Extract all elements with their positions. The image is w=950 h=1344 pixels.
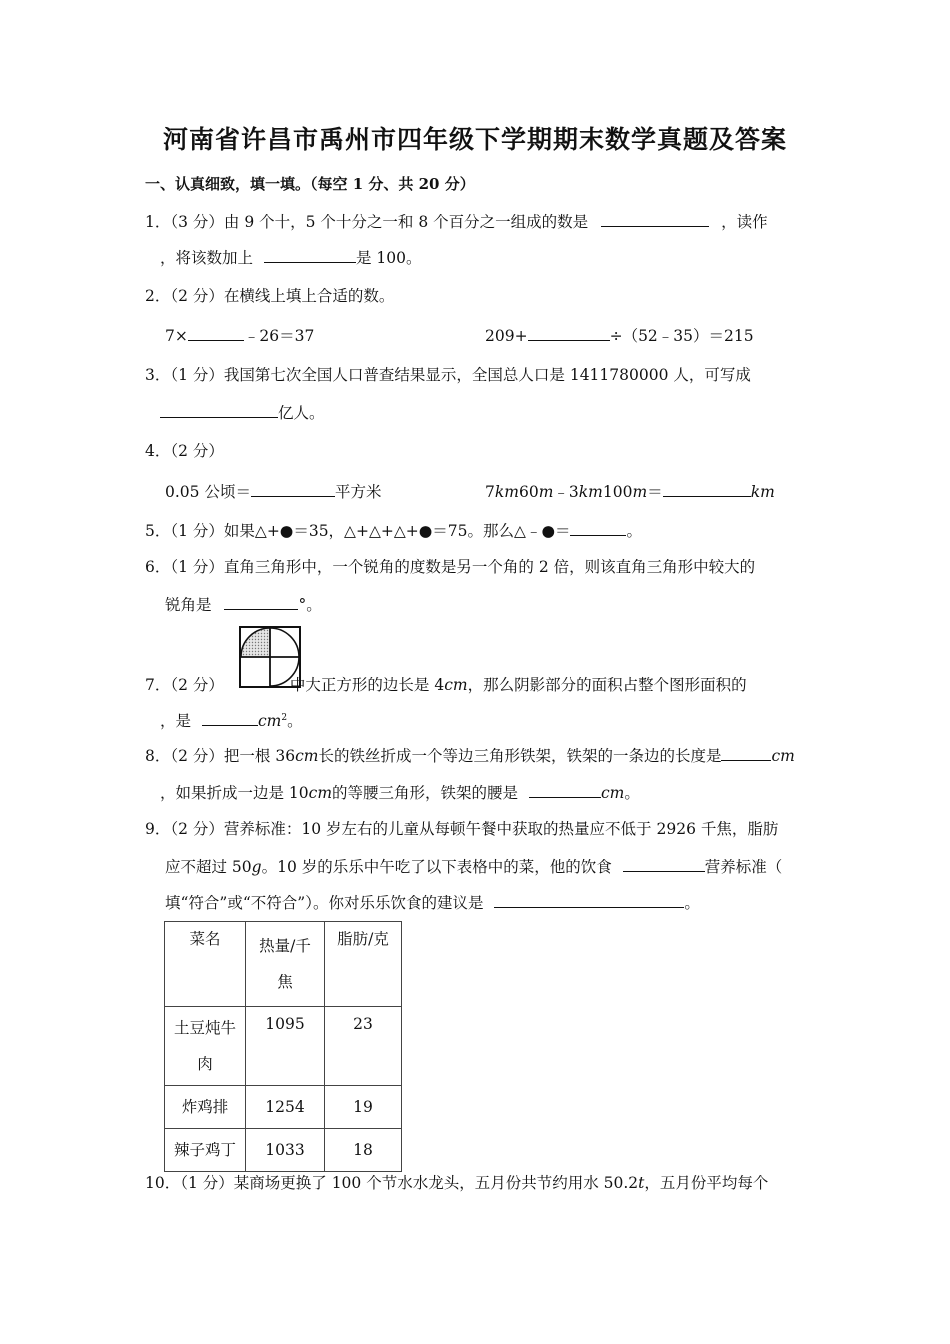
table-row	[165, 1007, 402, 1086]
cell-text: 肉	[197, 1055, 213, 1073]
conversion-text: ﹣3	[553, 483, 579, 501]
unit-text: g	[251, 858, 262, 876]
question-5-text-b: 。	[626, 522, 642, 540]
question-9-text-d: 营养标准（	[704, 858, 783, 876]
table-cell: 辣子鸡丁	[165, 1129, 246, 1172]
table-cell	[165, 1007, 246, 1086]
unit-text: km	[494, 483, 519, 501]
question-7-text-b: 中大正方形的边长是 4	[289, 676, 445, 694]
question-1-line-2	[160, 246, 421, 269]
question-9-text-b: 应不超过 50	[165, 858, 252, 876]
unit-text: km	[578, 483, 603, 501]
question-1-text-b: ，读作	[721, 213, 768, 231]
question-8-text-b: 长的铁丝折成一个等边三角形铁架，铁架的一条边的长度是	[318, 747, 722, 765]
unit-text: cm	[257, 712, 282, 731]
header-text: 焦	[277, 973, 293, 991]
table-header-row	[165, 922, 402, 1007]
equation-text: ÷（52﹣35）＝215	[609, 327, 754, 345]
answer-blank[interactable]	[528, 324, 610, 341]
header-text: 热量/千	[259, 937, 311, 955]
unit-text: cm	[771, 747, 795, 765]
unit-text: t	[638, 1174, 645, 1192]
page-title: 河南省许昌市禹州市四年级下学期期末数学真题及答案	[162, 125, 787, 154]
cell-text: 土豆炖牛	[173, 1019, 236, 1037]
question-7-line-1	[145, 674, 747, 696]
question-5-line-1	[145, 519, 642, 542]
question-7-text-d: ，是	[160, 712, 192, 731]
question-8-text-a: 8．（2 分）把一根 36	[145, 747, 296, 765]
unit-text: cm	[308, 784, 333, 802]
conversion-text: 60	[518, 483, 539, 501]
question-3-line-2	[160, 401, 325, 424]
unit-text: m	[538, 483, 554, 501]
question-7-line-2	[160, 707, 303, 732]
question-4-line-1: 4．（2 分）	[145, 442, 224, 460]
table-cell: 18	[325, 1129, 402, 1172]
table-header-cell	[246, 922, 325, 1007]
question-8-text-e: 。	[624, 784, 640, 802]
question-5-text-a: 5．（1 分）如果△+●＝35，△+△+△+●＝75。那么△﹣●＝	[145, 522, 571, 540]
question-6-text-c: °。	[298, 596, 322, 614]
unit-text: cm	[295, 747, 319, 765]
answer-blank[interactable]	[494, 891, 684, 908]
question-9-text-f: 。	[684, 894, 700, 912]
conversion-text: 100	[602, 483, 633, 501]
table-header-cell: 菜名	[165, 922, 246, 1007]
question-7-text-e: 。	[287, 712, 303, 731]
question-7-text-a: 7．（2 分）	[145, 676, 224, 694]
answer-blank[interactable]	[663, 480, 751, 497]
question-9-text-e: 填“符合”或“不符合”）。你对乐乐饮食的建议是	[165, 894, 484, 912]
answer-blank[interactable]	[529, 781, 601, 798]
answer-blank[interactable]	[188, 324, 244, 341]
superscript-text: 2	[281, 713, 288, 723]
unit-text: cm	[444, 676, 468, 694]
question-2-line-1: 2．（2 分）在横线上填上合适的数。	[145, 287, 395, 305]
conversion-text: 7	[485, 483, 495, 501]
answer-blank[interactable]	[623, 855, 705, 872]
answer-blank[interactable]	[264, 246, 356, 263]
question-6-line-2	[165, 593, 322, 616]
conversion-text: ＝	[647, 483, 663, 501]
answer-blank[interactable]	[202, 709, 258, 726]
unit-text: km	[750, 483, 775, 501]
question-3-text-b: 亿人。	[278, 404, 325, 422]
table-cell: 炸鸡排	[165, 1086, 246, 1129]
unit-text: cm	[601, 784, 625, 802]
question-4-conversion-2	[485, 480, 775, 503]
answer-blank[interactable]	[224, 593, 298, 610]
question-1-text-d: 是 100。	[355, 249, 422, 267]
nutrition-table	[164, 921, 402, 1172]
question-1-line-1	[145, 210, 768, 233]
question-6-text-b: 锐角是	[165, 596, 212, 614]
table-cell: 19	[325, 1086, 402, 1129]
table-cell: 23	[325, 1007, 402, 1086]
question-2-equation-2	[485, 324, 754, 347]
question-10-text-a: 10．（1 分）某商场更换了 100 个节水水龙头，五月份共节约用水 50.2	[145, 1174, 639, 1192]
question-10-text-b: ，五月份平均每个	[644, 1174, 769, 1192]
equation-text: ﹣26＝37	[243, 327, 315, 345]
equation-text: 209+	[485, 327, 528, 345]
question-4-conversion-1	[165, 480, 381, 503]
equation-text: 7×	[165, 327, 188, 345]
question-2-equation-1	[165, 324, 314, 347]
section-heading-fill-in: 一、认真细致，填一填。（每空 1 分、共 20 分）	[145, 175, 475, 193]
answer-blank[interactable]	[570, 519, 626, 536]
question-8-line-2	[160, 781, 640, 804]
table-row	[165, 1129, 402, 1172]
question-8-line-1	[145, 744, 795, 767]
question-9-text-c: 。10 岁的乐乐中午吃了以下表格中的菜，他的饮食	[261, 858, 612, 876]
question-8-text-c: ，如果折成一边是 10	[160, 784, 309, 802]
answer-blank[interactable]	[160, 401, 278, 418]
conversion-text: 0.05 公顷＝	[165, 483, 251, 501]
question-6-line-1: 6．（1 分）直角三角形中，一个锐角的度数是另一个角的 2 倍，则该直角三角形中较大的	[145, 558, 756, 576]
question-8-text-d: 的等腰三角形，铁架的腰是	[332, 784, 519, 802]
table-cell: 1095	[246, 1007, 325, 1086]
table-header-cell: 脂肪/克	[325, 922, 402, 1007]
question-3-line-1: 3．（1 分）我国第七次全国人口普查结果显示，全国总人口是 1411780000 人，可写成	[145, 366, 751, 384]
answer-blank[interactable]	[251, 480, 335, 497]
table-cell: 1033	[246, 1129, 325, 1172]
question-9-line-1: 9．（2 分）营养标准：10 岁左右的儿童从每顿午餐中获取的热量应不低于 2926 千焦，脂肪	[145, 820, 779, 838]
unit-text: m	[632, 483, 648, 501]
question-1-text-a: 1．（3 分）由 9 个十，5 个十分之一和 8 个百分之一组成的数是	[145, 213, 589, 231]
table-cell: 1254	[246, 1086, 325, 1129]
question-1-text-c: ，将该数加上	[160, 249, 254, 267]
question-10-line-1	[145, 1172, 768, 1194]
question-7-text-c: ，那么阴影部分的面积占整个图形面积的	[467, 676, 747, 694]
answer-blank[interactable]	[721, 744, 771, 761]
table-row	[165, 1086, 402, 1129]
answer-blank[interactable]	[601, 210, 709, 227]
question-9-line-3	[165, 891, 700, 914]
question-9-line-2	[165, 855, 782, 878]
conversion-text: 平方米	[334, 483, 382, 501]
